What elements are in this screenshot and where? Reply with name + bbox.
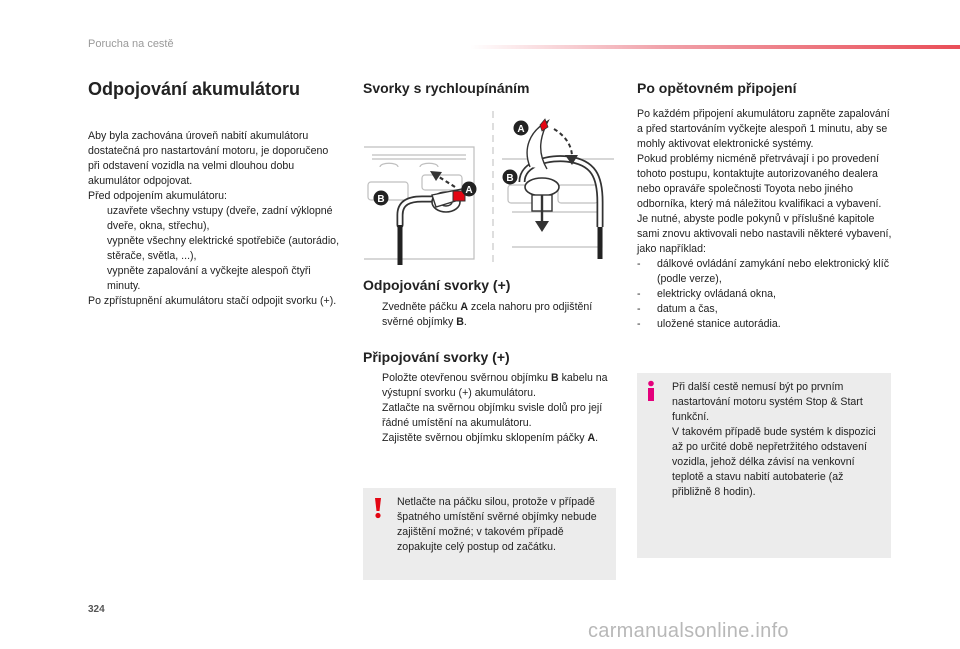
page-number: 324 xyxy=(88,604,105,615)
disconnect-steps xyxy=(363,300,616,330)
warning-text: Netlačte na páčku silou, protože v případě špatného umístění svěrné objímky nebude zajištění možné; v takovém případě zopakujte celý postup od začátku. xyxy=(397,496,597,553)
label-b-right xyxy=(503,170,518,185)
clamp-left-drawing xyxy=(400,171,465,265)
outro-text: Po zpřístupnění akumulátoru stačí odpojit svorku (+). xyxy=(88,295,337,307)
label-a-left xyxy=(462,182,477,197)
svg-text:B: B xyxy=(506,173,514,184)
svg-text:B: B xyxy=(377,194,385,205)
para-3: Je nutné, abyste podle pokynů v příslušné kapitole sami znovu aktivovali nebo nastavili některé vybavení, jako například: xyxy=(637,213,892,255)
list-item: uzavřete všechny vstupy (dveře, zadní výklopné dveře, okna, střechu), xyxy=(88,204,340,234)
svg-text:A: A xyxy=(517,124,525,135)
page-title: Odpojování akumulátoru xyxy=(88,79,301,99)
left-body xyxy=(88,129,340,309)
before-label: Před odpojením akumulátoru: xyxy=(88,190,227,202)
dash-marker: - xyxy=(637,258,641,270)
bullet-marker xyxy=(363,431,382,446)
right-body xyxy=(637,107,895,332)
header-accent-bar xyxy=(470,45,960,49)
list-item: vypněte zapalování a vyčkejte alespoň čtyři minuty. xyxy=(88,264,340,294)
list-item: Zvedněte páčku A zcela nahoru pro odjištění svěrné objímky B. xyxy=(363,300,616,330)
dash-marker: - xyxy=(637,318,641,330)
dash-marker: - xyxy=(637,303,641,315)
reconnect-title: Po opětovném připojení xyxy=(637,80,797,96)
section-header: Porucha na cestě xyxy=(88,38,174,50)
info-text: Při další cestě nemusí být po prvním nastartování motoru systém Stop & Start funkční. V takovém případě bude systém k dispozici až po určité době nepřetržitého odstavení vozidla, jehož délka závisí na venkovní teplotě a stavu nabití autobaterie (až přibližně 8 hodin). xyxy=(672,381,876,498)
label-b-left xyxy=(374,191,389,206)
battery-clamp-illustration xyxy=(362,107,617,267)
bullet-marker xyxy=(363,300,382,330)
dash-marker: - xyxy=(637,288,641,300)
list-item: - dálkové ovládání zamykání nebo elektronický klíč (podle verze), xyxy=(637,258,890,285)
para-1: Po každém připojení akumulátoru zapněte zapalování a před startováním vyčkejte alespoň 1 minutu, aby se mohly aktivovat elektronické systémy. xyxy=(637,108,890,150)
connect-steps xyxy=(363,371,616,446)
warning-exclamation-icon xyxy=(372,497,384,519)
connect-title: Připojování svorky (+) xyxy=(363,349,510,365)
list-item: vypněte všechny elektrické spotřebiče (autorádio, stěrače, světla, ...), xyxy=(88,234,340,264)
list-item: - uložené stanice autorádia. xyxy=(637,318,781,330)
list-item: Zajistěte svěrnou objímku sklopením páčky A. xyxy=(363,431,616,446)
watermark-text: carmanualsonline.info xyxy=(588,620,789,642)
disconnect-title: Odpojování svorky (+) xyxy=(363,277,511,293)
label-a-right xyxy=(514,121,529,136)
list-item: - elektricky ovládaná okna, xyxy=(637,288,776,300)
clamp-right-drawing xyxy=(522,119,600,259)
info-icon xyxy=(645,380,657,402)
list-item: Položte otevřenou svěrnou objímku B kabelu na výstupní svorku (+) akumulátoru. xyxy=(363,371,616,401)
list-item: - datum a čas, xyxy=(637,303,718,315)
para-2: Pokud problémy nicméně přetrvávají i po provedení tohoto postupu, kontaktujte autorizovaného dealera nebo opraváře společnosti Toyota nebo jiného odborníka, který má náležitou kvalifikaci a vybavení. xyxy=(637,153,882,210)
bullet-marker xyxy=(88,234,107,264)
bullet-marker xyxy=(88,264,107,294)
bullet-marker xyxy=(363,371,382,401)
svg-text:A: A xyxy=(465,185,473,196)
bullet-marker xyxy=(88,204,107,234)
quick-clamp-title: Svorky s rychloupínáním xyxy=(363,80,530,96)
intro-text: Aby byla zachována úroveň nabití akumulátoru dostatečná pro nastartování motoru, je doporučeno při odstavení vozidla na velmi dlouhou dobu akumulátor odpojovat. xyxy=(88,130,329,187)
list-item: Zatlačte na svěrnou objímku svisle dolů pro její řádné umístění na akumulátoru. xyxy=(363,401,616,431)
bullet-marker xyxy=(363,401,382,431)
